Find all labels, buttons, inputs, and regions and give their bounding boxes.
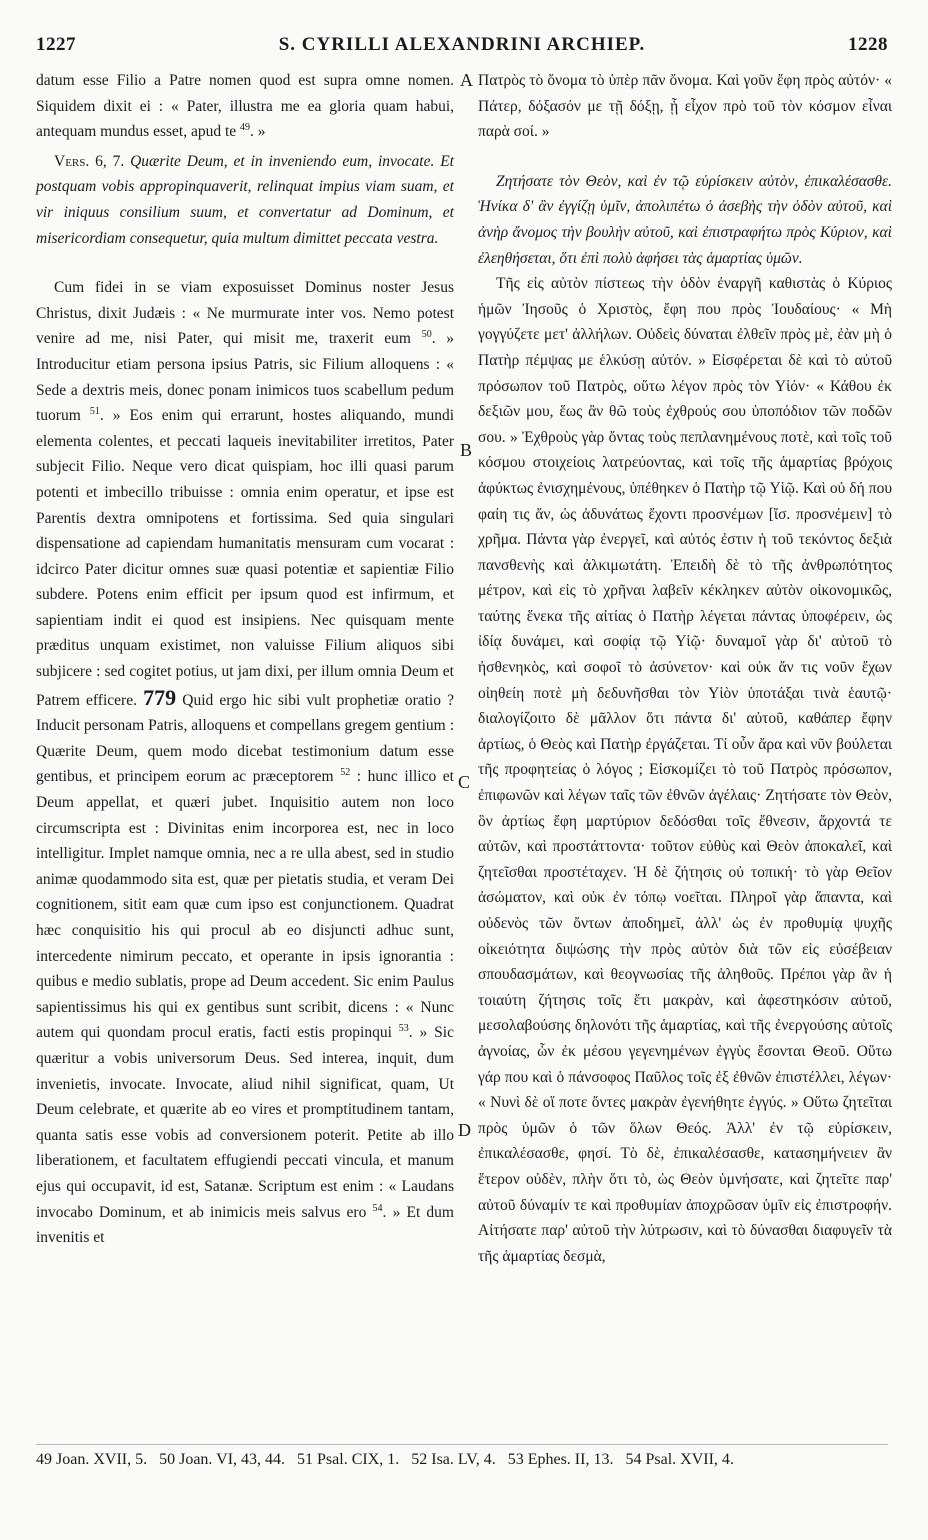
margin-letter-a: A xyxy=(460,70,473,90)
left-page-number: 1227 xyxy=(36,34,76,55)
footnote: 50 Joan. VI, 43, 44. xyxy=(159,1451,286,1468)
column-number: 779 xyxy=(143,684,177,710)
margin-letter-b: B xyxy=(460,440,473,460)
greek-paragraph-1: Πατρὸς τὸ ὄνομα τὸ ὑπὲρ πᾶν ὄνομα. Καὶ γοῦν ἔφη πρὸς αὐτόν· « Πάτερ, δόξασόν με τῇ δόξῃ, ᾗ εἶχον πρὸ τοῦ τὸν κόσμον εἶναι παρὰ σοί. » xyxy=(478,72,892,141)
page-header xyxy=(36,34,888,64)
footnote: 53 Ephes. II, 13. xyxy=(507,1451,614,1468)
latin-paragraph-1: datum esse Filio a Patre nomen quod est supra omne nomen. Siquidem dixit ei : « Pater, illustra me ea gloria quam habui, antequam mundus esset, apud te $^{49}$. » xyxy=(36,72,454,141)
margin-letter-d: D xyxy=(458,1120,471,1140)
right-page-number: 1228 xyxy=(848,34,888,55)
footnote: 54 Psal. XVII, 4. xyxy=(625,1451,734,1468)
footnote: 49 Joan. XVII, 5. xyxy=(36,1451,148,1468)
running-title: S. CYRILLI ALEXANDRINI ARCHIEP. xyxy=(278,34,646,55)
latin-column xyxy=(36,68,454,1251)
latin-verse-paragraph: Vers. 6, 7. Quærite Deum, et in inveniendo eum, invocate. Et postquam vobis appropinquaverit, relinquat impius viam suam, et vir iniquus consilium suum, et convertatur ad Dominum, et misericordiam consequetur, quia multum dimittet peccata vestra. xyxy=(36,152,454,247)
greek-verse-paragraph: Ζητήσατε τὸν Θεὸν, καὶ ἐν τῷ εὑρίσκειν αὐτὸν, ἐπικαλέσασθε. Ἡνίκα δ' ἂν ἐγγίζῃ ὑμῖν, ἀπολιπέτω ὁ ἀσεβὴς τὴν ὁδὸν αὐτοῦ, καὶ ἀνὴρ ἄνομος τὴν βουλὴν αὐτοῦ, καὶ ἐπιστραφήτω πρὸς Κύριον, καὶ ἐλεηθήσεται, ὅτι ἐπὶ πολὺ ἀφήσει τὰς ἁμαρτίας ὑμῶν. xyxy=(478,172,892,267)
latin-paragraph-commentary: Cum fidei in se viam exposuisset Dominus noster Jesus Christus, dixit Judæis : « Ne murmurate inter vos. Nemo potest venire ad me, nisi Pater, qui misit me, traxerit eum $^{50}$. » Introducitur etiam persona ipsius Patris, sic Filium alloquens : « Sede a dextris meis, donec ponam inimicos tuos scabellum pedum tuorum $^{51}$. » Eos enim qui errarunt, hostes aliquando, mundi elementa colentes, et peccati laqueis inevitabiliter irretitos, Pater subjecit Filio. Neque vero dicat quispiam, hoc illi quasi parum potenti et imbecillo tribuisse : omnia enim operatur, et ipse est Parentis dextra omnipotens et fortissima. Sed quia singulari dispensatione ad capiendam humanitatis mensuram cum vocarat : idcirco Pater dicitur omnes suæ quasi potentiæ et sapientiæ Filio subdere. Potens enim efficit per ipsum quod est infirmum, et sapientiam indit ei quod est insipiens. Nec quisquam mente præditus unquam existimet, non valuisse Filium aliquos sibi subjicere : sed cogitet potius, ut jam dixi, per illum omnia Deum et Patrem efficere. 779 Quid ergo hic sibi vult prophetiæ oratio ? Inducit personam Patris, alloquens et compellans gregem gentium : Quærite Deum, quem modo dicebat testimonium datum esse gentibus, et principem eorum ac præceptorem $^{52}$ : hunc illico et Deum appellat, et quæri jubet. Inquisitio autem non loco circumscripta est : Divinitas enim incorporea est, nec in loco intelligitur. Implet namque omnia, nec a re ulla abest, sed in studio animæ quodammodo sita est, quæ per pietatis studia, et veram Dei cognitionem, sitit eam quæ cum ipso est conjunctionem. Quadrat hæc conquisitio his qui procul ab eo disjuncti adhuc sunt, intercedente nimirum peccato, et operante in ipsis ignorantia : quibus e medio sublatis, prope ad Deum accedent. Sic enim Paulus sapientissimus his qui ex gentibus sunt scribit, dicens : « Nunc autem qui quondam procul eratis, facti estis propinqui $^{53}$. » Sic quæritur a vobis universorum Deus. Sed interea, inquit, dum invenietis, invocate. Invocate, aliud nihil significat, quam, Ut Deum celebrate, et quærite ab eo vires et promptitudinem tantam, quanta satis esse vobis ad conversionem poterit. Petite ab illo liberationem, et facultatem effugiendi peccati vincula, et manum ejus qui occupavit, id est, Satanæ. Scriptum est enim : « Laudans invocabo Dominum, et ab inimicis meis salvus ero $^{54}$. » Et dum invenitis et xyxy=(36,279,455,1247)
verse-label: Vers. 6, 7. xyxy=(54,152,125,170)
greek-column xyxy=(478,68,892,1269)
footnote: 52 Isa. LV, 4. xyxy=(411,1451,496,1468)
footnote: 51 Psal. CIX, 1. xyxy=(297,1451,400,1468)
footnotes xyxy=(36,1444,888,1469)
margin-letter-c: C xyxy=(458,772,471,792)
greek-paragraph-commentary: Τῆς εἰς αὐτὸν πίστεως τὴν ὁδὸν ἐναργῆ καθιστὰς ὁ Κύριος ἡμῶν Ἰησοῦς ὁ Χριστὸς, ἔφη που πρὸς Ἰουδαίους· « Μὴ γογγύζετε μετ' ἀλλήλων. Οὐδεὶς δύναται ἐλθεῖν πρὸς μὲ, ἐὰν μὴ ὁ Πατὴρ πέμψας με ἑλκύσῃ αὐτόν. » Εἰσφέρεται δὲ καὶ τὸ αὐτοῦ πρόσωπον τοῦ Πατρὸς, οὕτω λέγον πρὸς τὸν Υἱόν· « Κάθου ἐκ δεξιῶν μου, ἕως ἂν θῶ τοὺς ἐχθρούς σου ὑποπόδιον τῶν ποδῶν σου. » Ἐχθροὺς γὰρ ὄντας τοὺς πεπλανημένους ποτὲ, καὶ τοῖς τοῦ κόσμου στοιχείοις λατρεύοντας, καὶ τοῖς τῆς ἁμαρτίας βρόχοις ἀφύκτως ἐνισχημένους, ὑπέθηκεν ὁ Πατὴρ τῷ Υἱῷ. Καὶ οὐ δή που φαίη τις ἄν, ὡς ἀδυνάτως ἔχοντι προσνέμων [ἴσ. προσνέμειν] τὸ χρῆμα. Πάντα γὰρ ἐνεργεῖ, καὶ αὐτός ἐστιν ἡ τοῦ τεκόντος δεξιὰ πανσθενὴς καὶ ἀλκιμωτάτη. Ἐπειδὴ δὲ τὸ τῆς ἀνθρωπότητος μέτρον, καὶ εἰς τὸ χρῆναι λαβεῖν κέκληκεν αὐτὸν οἰκονομικῶς, ταύτης ἕνεκα τῆς αἰτίας ὁ Πατὴρ λέγεται πάντας ὑποφέρειν, ὡς ἰδίᾳ δυνάμει, καὶ σοφίᾳ τῷ Υἱῷ· δυναμοῖ γὰρ δι' αὐτοῦ τὸ ἠσθενηκὸς, καὶ σοφοῖ τὸ ἀσύνετον· καὶ οὐκ ἄν τις νοῦν ἔχων οἰηθείη ποτὲ μὴ δεδυνῆσθαι τὸν Υἱὸν ὑποτάξαι τινὰ ἑαυτῷ· διαλογίζοιτο δὲ μᾶλλον ὅτι πάντα δι' αὐτοῦ, καθάπερ ἔφην ἀρτίως, ὁ Θεὸς καὶ Πατὴρ ἐργάζεται. Τί οὖν ἄρα καὶ νῦν βούλεται τῆς προφητείας ὁ λόγος ; Εἰσκομίζει τὸ τοῦ Πατρὸς πρόσωπον, ἐπιφωνῶν καὶ λέγων ταῖς τῶν ἐθνῶν ἀγέλαις· Ζητήσατε τὸν Θεὸν, ὃν ἀρτίως ἔφη μαρτύριον δεδόσθαι τοῖς ἔθνεσιν, ἄρχοντά τε αὐτῶν, καὶ προστάττοντα· τοῦτον εὐθὺς καὶ Θεὸν ἀποκαλεῖ, καὶ ζητεῖσθαι προστέταχεν. Ἡ δὲ ζήτησις οὐ τοπική· τὸ γὰρ Θεῖον ἀσώματον, καὶ οὐκ ἐν τόπῳ νοεῖται. Πληροῖ γὰρ ἅπαντα, καὶ οὐδενὸς τῶν ὄντων ἀποδημεῖ, ἀλλ' ὡς ἐν προθυμίᾳ ψυχῆς οἰκειότητα διψώσης τὴν πρὸς αὐτὸν διὰ τῶν εἰς εὐσέβειαν σπουδασμάτων, καὶ θεογνωσίας τῆς ἀληθοῦς. Πρέποι γὰρ ἂν ἡ τοιαύτη ζήτησις τοῖς ἔτι μακρὰν, καὶ ἀφεστηκόσιν αὐτοῦ, μεσολαβούσης δηλονότι τῆς ἁμαρτίας, καὶ τῆς ἐνεργούσης αὐτοῖς ἀγνοίας, ὧν ἐκ μέσου γεγενημένων ἐγγὺς ἔσονται Θεοῦ. Οὕτω γάρ που καὶ ὁ πάνσοφος Παῦλος τοῖς ἐξ ἐθνῶν ἐπιστέλλει, λέγων· « Νυνὶ δὲ οἵ ποτε ὄντες μακρὰν ἐγενήθητε ἐγγύς. » Οὕτω ζητεῖται πρὸς ὑμῶν ὁ τῶν ὅλων Θεός. Ἀλλ' ἐν τῷ εὑρίσκειν, ἐπικαλέσασθε, φησί. Τὸ δὲ, ἐπικαλέσασθε, κατασημήνειεν ἂν ἕτερον οὐδὲν, πλὴν ὅτι τὸ, ὡς Θεὸν ὑμνήσατε, καὶ ζητεῖτε παρ' αὐτοῦ δύναμίν τε καὶ προθυμίαν ἀποχρῶσαν ὑμῖν εἰς ἐπιστροφήν. Αἰτήσατε παρ' αὐτοῦ τὴν λύτρωσιν, καὶ τὸ δύνασθαι διαφυγεῖν τὰ τῆς ἁμαρτίας δεσμὰ, xyxy=(478,275,892,1265)
